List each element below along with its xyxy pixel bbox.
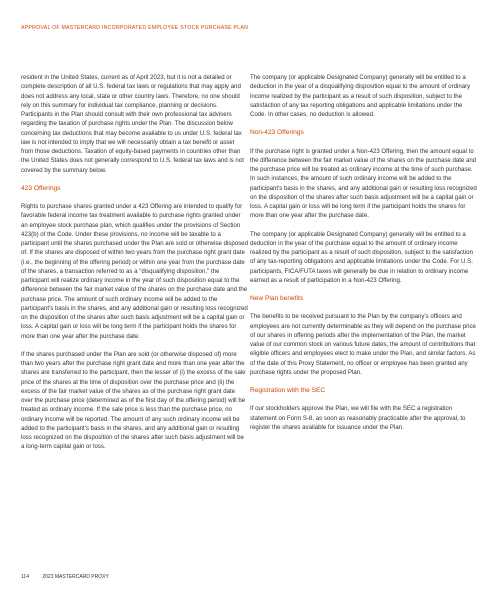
paragraph-non-423-deduction: The company (or applicable Designated Company) generally will be entitled to a deduction in the year of the purchase equal to the amount of ordinary income realized by the participant as a result of such disposition, subject to the satisfaction of any tax-reporting obligations and applicable limitations under the Code. For U.S. participants, FICA/FUTA taxes will generally be due in relation to ordinary income earned as a result of participation in a Non-423 Offering. — [250, 230, 473, 284]
running-header: APPROVAL OF MASTERCARD INCORPORATED EMPLOYEE STOCK PURCHASE PLAN — [21, 25, 249, 31]
paragraph-non-423-income: If the purchase right is granted under a Non-423 Offering, then the amount equal to the difference between the fair market value of the shares on the purchase date and the purchase price will be treated as ordinary income at the time of such purchase. In such instances, the amount of such ordinary income will be added to the participant's basis in the shares, and any additional gain or resulting loss recognized on the disposition of the shares after such basis adjustment will be a capital gain or loss. A capital gain or loss will be long term if the participant holds the shares for more than one year after the purchase date. — [250, 147, 477, 220]
paragraph-423-rights: Rights to purchase shares granted under a 423 Offering are intended to qualify for favorable federal income tax treatment available to purchase rights granted under an employee stock purchase plan, which qualifies under the provisions of Section 423(b) of the Code. Under these provisions, no income will be taxable to a participant until the shares purchased under the Plan are sold or otherwise disposed of. If the shares are disposed of within two years from the purchase right grant date (i.e., the beginning of the offering period) or within one year from the purchase date of the shares, a transaction referred to as a "disqualifying disposition," the participant will realize ordinary income in the year of such disposition equal to the difference between the fair market value of the shares on the purchase date and the purchase price. The amount of such ordinary income will be added to the participant's basis in the shares, and any additional gain or resulting loss recognized on the disposition of the shares after such basis adjustment will be a capital gain or loss. A capital gain or loss will be long term if the participant holds the shares for more than one year after the purchase date. — [21, 203, 248, 340]
paragraph-423-long-holding: If the shares purchased under the Plan are sold (or otherwise disposed of) more than two years after the purchase right grant date and more than one year after the shares are transferred to the participant, then the lesser of (i) the excess of the sale price of the shares at the time of disposition over the purchase price and (ii) the excess of the fair market value of the shares as of the purchase right grant date over the purchase price (determined as of the first day of the offering period) will be treated as ordinary income. If the sale price is less than the purchase price, no ordinary income will be reported. The amount of any such ordinary income will be added to the participant's basis in the shares, and any additional gain or resulting loss recognized on the disposition of the shares after such basis adjustment will be a long-term capital gain or loss. — [21, 350, 246, 451]
paragraph-registration-sec: If our stockholders approve the Plan, we will file with the SEC a registration statement on Form S-8, as soon as reasonably practicable after the approval, to register the shares available for issuance under the Plan. — [250, 405, 466, 431]
paragraph-new-plan-benefits: The benefits to be received pursuant to the Plan by the company's officers and employees are not currently determinable as they will depend on the purchase price of our shares in offering periods after the implementation of the Plan, the market value of our common stock on various future dates, the amount of contributions that eligible officers and employees elect to make under the Plan, and similar factors. As of the date of this Proxy Statement, no officer or employee has been granted any purchase rights under the proposed Plan. — [250, 313, 476, 376]
page-number: 114 — [21, 574, 29, 580]
left-column — [21, 73, 248, 461]
heading-non-423-offerings: Non-423 Offerings — [250, 129, 304, 137]
heading-registration-sec: Registration with the SEC — [250, 387, 326, 394]
right-column — [250, 73, 478, 441]
page-footer — [21, 574, 109, 580]
paragraph-tax-summary-intro: resident in the United States, current as of April 2023, but it is not a detailed or complete description of all U.S. federal tax laws or regulations that may apply and does not address any local, state or other country laws. Therefore, no one should rely on this summary for individual tax compliance, planning or decisions. Participants in the Plan should consult with their own professional tax advisers regarding the taxation of purchase rights under the Plan. The discussion below concerning tax deductions that may become available to us under U.S. federal tax law is not intended to imply that we will necessarily obtain a tax benefit or asset from those deductions. Taxation of equity-based payments in countries other than the United States does not generally correspond to U.S. federal tax laws and is not covered by the summary below. — [21, 74, 244, 174]
paragraph-company-deduction: The company (or applicable Designated Company) generally will be entitled to a deduction in the year of a disqualifying disposition equal to the amount of ordinary income realized by the participant as a result of such disposition, subject to the satisfaction of any tax reporting obligations and applicable limitations under the Code. In other cases, no deduction is allowed. — [250, 74, 471, 118]
heading-423-offerings: 423 Offerings — [21, 184, 61, 192]
footer-document-title: 2023 MASTERCARD PROXY — [42, 574, 109, 580]
heading-new-plan-benefits: New Plan benefits — [250, 295, 304, 302]
